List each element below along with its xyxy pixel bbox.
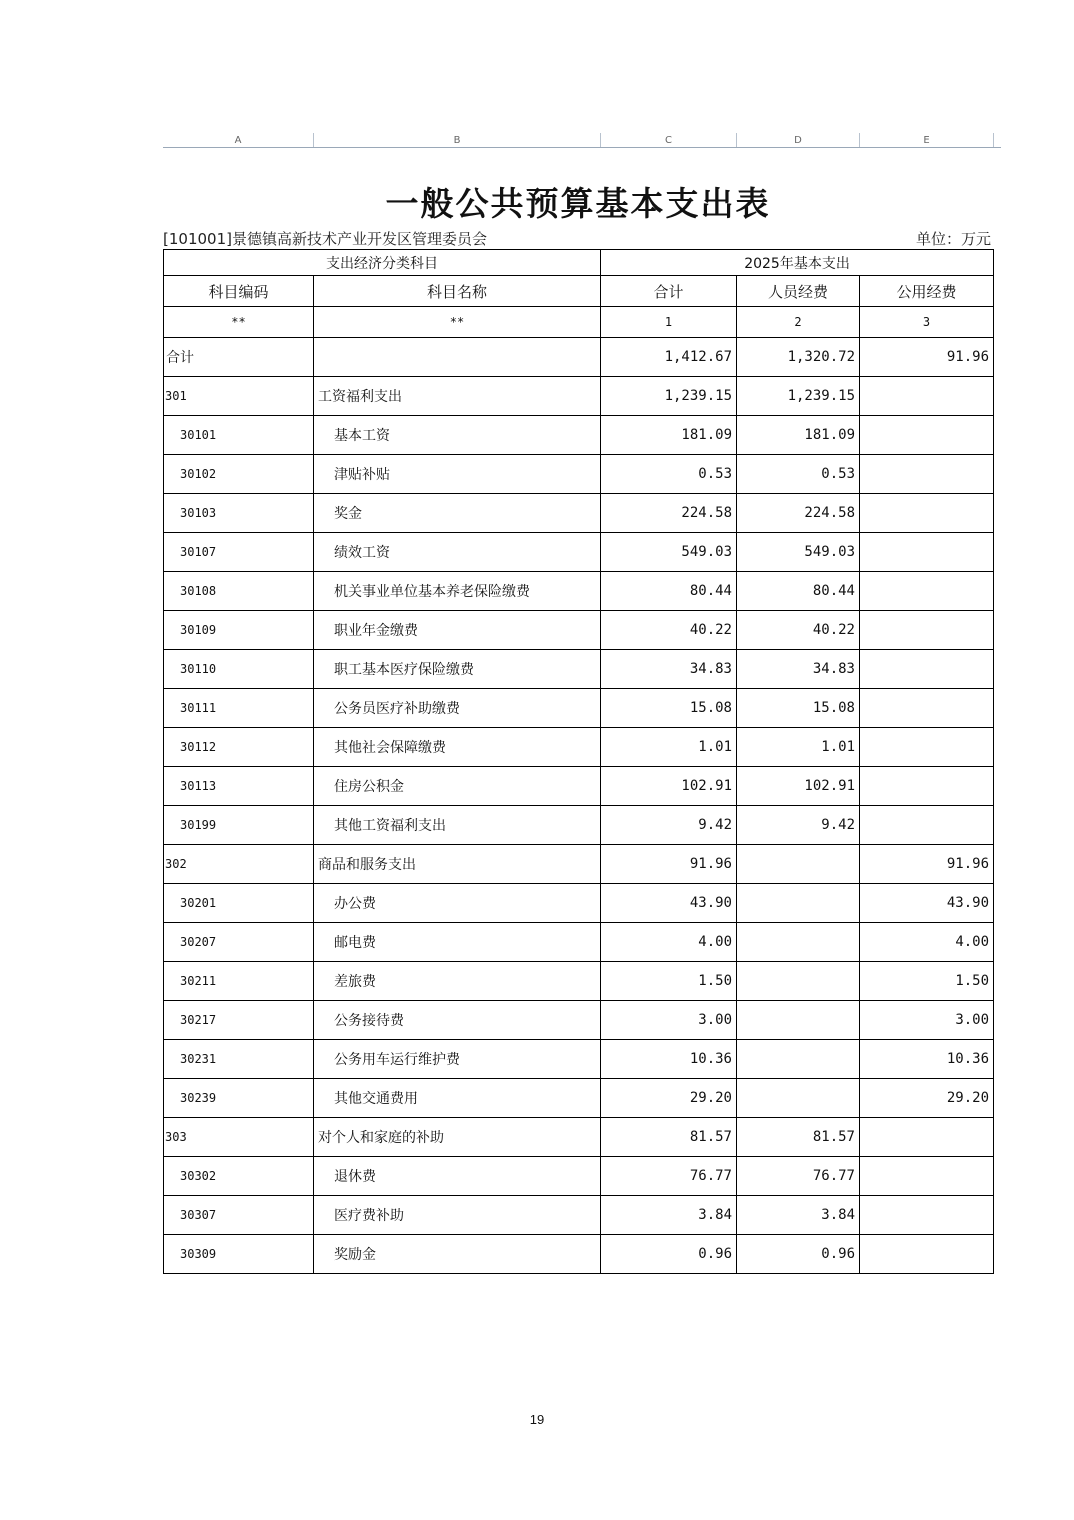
subject-code-cell: 30101 <box>164 416 314 455</box>
total-cell: 549.03 <box>601 533 737 572</box>
subject-code-cell: 30199 <box>164 806 314 845</box>
table-row-category <box>164 1118 994 1157</box>
subject-code-cell: 30207 <box>164 923 314 962</box>
personnel-cell <box>737 845 860 884</box>
organization-label: [101001]景德镇高新技术产业开发区管理委员会 <box>163 230 487 248</box>
spreadsheet-column-header-strip <box>163 133 1001 148</box>
personnel-cell: 549.03 <box>737 533 860 572</box>
header-personnel-expense: 人员经费 <box>737 276 860 307</box>
personnel-cell <box>737 962 860 1001</box>
public-cell: 1.50 <box>860 962 994 1001</box>
subject-name-cell: 机关事业单位基本养老保险缴费 <box>314 572 601 611</box>
budget-table <box>163 249 994 1274</box>
personnel-cell <box>737 884 860 923</box>
subject-code-cell: 30211 <box>164 962 314 1001</box>
personnel-cell: 40.22 <box>737 611 860 650</box>
personnel-cell: 15.08 <box>737 689 860 728</box>
public-cell <box>860 689 994 728</box>
public-cell <box>860 572 994 611</box>
subject-name-cell: 职业年金缴费 <box>314 611 601 650</box>
total-cell: 224.58 <box>601 494 737 533</box>
table-row <box>164 650 994 689</box>
index-total: 1 <box>601 307 737 338</box>
subject-code-cell: 30110 <box>164 650 314 689</box>
total-cell: 4.00 <box>601 923 737 962</box>
total-cell: 3.84 <box>601 1196 737 1235</box>
sheet-column-letter: B <box>453 135 461 146</box>
public-cell <box>860 611 994 650</box>
public-cell <box>860 1118 994 1157</box>
public-cell: 10.36 <box>860 1040 994 1079</box>
subject-name-cell: 差旅费 <box>314 962 601 1001</box>
header-public-expense: 公用经费 <box>860 276 994 307</box>
public-cell <box>860 767 994 806</box>
table-row <box>164 1157 994 1196</box>
public-cell: 3.00 <box>860 1001 994 1040</box>
total-cell: 34.83 <box>601 650 737 689</box>
total-cell: 43.90 <box>601 884 737 923</box>
header-total: 合计 <box>601 276 737 307</box>
subject-code-cell: 302 <box>164 845 314 884</box>
table-row <box>164 1235 994 1274</box>
column-separator <box>993 133 994 147</box>
total-cell: 0.53 <box>601 455 737 494</box>
index-name: ** <box>314 307 601 338</box>
table-row <box>164 1040 994 1079</box>
public-cell: 43.90 <box>860 884 994 923</box>
subject-code-cell: 30217 <box>164 1001 314 1040</box>
header-2025-basic-expenditure: 2025年基本支出 <box>601 250 994 276</box>
personnel-cell: 34.83 <box>737 650 860 689</box>
subject-name-cell: 工资福利支出 <box>314 377 601 416</box>
personnel-cell: 0.53 <box>737 455 860 494</box>
personnel-cell: 102.91 <box>737 767 860 806</box>
personnel-cell: 81.57 <box>737 1118 860 1157</box>
subject-name-cell: 办公费 <box>314 884 601 923</box>
personnel-cell: 76.77 <box>737 1157 860 1196</box>
subject-code-cell: 301 <box>164 377 314 416</box>
table-row <box>164 806 994 845</box>
table-row <box>164 767 994 806</box>
subject-name-cell: 住房公积金 <box>314 767 601 806</box>
subject-name-cell: 其他社会保障缴费 <box>314 728 601 767</box>
table-row <box>164 689 994 728</box>
subject-name-cell: 医疗费补助 <box>314 1196 601 1235</box>
public-cell: 4.00 <box>860 923 994 962</box>
table-row <box>164 494 994 533</box>
table-row <box>164 416 994 455</box>
personnel-cell: 1,239.15 <box>737 377 860 416</box>
personnel-cell <box>737 1001 860 1040</box>
total-name-cell <box>314 338 601 377</box>
total-cell: 10.36 <box>601 1040 737 1079</box>
header-column-row <box>164 276 994 307</box>
public-cell <box>860 377 994 416</box>
personnel-cell: 181.09 <box>737 416 860 455</box>
subject-code-cell: 30113 <box>164 767 314 806</box>
subject-code-cell: 30307 <box>164 1196 314 1235</box>
public-cell <box>860 455 994 494</box>
subject-code-cell: 30103 <box>164 494 314 533</box>
total-cell: 15.08 <box>601 689 737 728</box>
personnel-cell: 9.42 <box>737 806 860 845</box>
subject-name-cell: 基本工资 <box>314 416 601 455</box>
subject-name-cell: 邮电费 <box>314 923 601 962</box>
total-cell: 1.01 <box>601 728 737 767</box>
public-cell <box>860 728 994 767</box>
subject-code-cell: 303 <box>164 1118 314 1157</box>
table-row <box>164 884 994 923</box>
sheet-column-letter: E <box>923 135 930 146</box>
table-row <box>164 1196 994 1235</box>
total-cell: 1,239.15 <box>601 377 737 416</box>
total-cell: 0.96 <box>601 1235 737 1274</box>
sheet-column-letter: C <box>665 135 672 146</box>
subject-code-cell: 30108 <box>164 572 314 611</box>
total-cell: 76.77 <box>601 1157 737 1196</box>
subject-code-cell: 30111 <box>164 689 314 728</box>
subject-code-cell: 30309 <box>164 1235 314 1274</box>
subject-code-cell: 30201 <box>164 884 314 923</box>
sheet-column-letter: D <box>794 135 802 146</box>
public-cell: 29.20 <box>860 1079 994 1118</box>
header-subject-name: 科目名称 <box>314 276 601 307</box>
subject-name-cell: 对个人和家庭的补助 <box>314 1118 601 1157</box>
table-row-category <box>164 377 994 416</box>
total-cell: 1.50 <box>601 962 737 1001</box>
header-index-row <box>164 307 994 338</box>
subject-code-cell: 30239 <box>164 1079 314 1118</box>
index-public: 3 <box>860 307 994 338</box>
subject-code-cell: 30107 <box>164 533 314 572</box>
subject-code-cell: 30112 <box>164 728 314 767</box>
subject-name-cell: 其他工资福利支出 <box>314 806 601 845</box>
table-row <box>164 611 994 650</box>
personnel-cell <box>737 1040 860 1079</box>
total-cell: 102.91 <box>601 767 737 806</box>
table-row <box>164 1001 994 1040</box>
public-cell: 91.96 <box>860 845 994 884</box>
total-personnel: 1,320.72 <box>737 338 860 377</box>
personnel-cell: 1.01 <box>737 728 860 767</box>
public-cell <box>860 650 994 689</box>
personnel-cell: 3.84 <box>737 1196 860 1235</box>
total-label: 合计 <box>164 338 314 377</box>
subject-code-cell: 30102 <box>164 455 314 494</box>
public-cell <box>860 1235 994 1274</box>
total-sum: 1,412.67 <box>601 338 737 377</box>
subject-name-cell: 津贴补贴 <box>314 455 601 494</box>
public-cell <box>860 416 994 455</box>
header-subject-code: 科目编码 <box>164 276 314 307</box>
public-cell <box>860 1157 994 1196</box>
index-personnel: 2 <box>737 307 860 338</box>
total-cell: 40.22 <box>601 611 737 650</box>
header-group-row <box>164 250 994 276</box>
subject-name-cell: 绩效工资 <box>314 533 601 572</box>
subject-name-cell: 公务接待费 <box>314 1001 601 1040</box>
table-row <box>164 455 994 494</box>
subject-name-cell: 商品和服务支出 <box>314 845 601 884</box>
table-row <box>164 923 994 962</box>
subject-name-cell: 奖金 <box>314 494 601 533</box>
subject-name-cell: 公务用车运行维护费 <box>314 1040 601 1079</box>
table-row <box>164 728 994 767</box>
personnel-cell: 80.44 <box>737 572 860 611</box>
total-cell: 29.20 <box>601 1079 737 1118</box>
subject-name-cell: 退休费 <box>314 1157 601 1196</box>
personnel-cell: 0.96 <box>737 1235 860 1274</box>
table-row <box>164 572 994 611</box>
total-cell: 81.57 <box>601 1118 737 1157</box>
sheet-column-letter: A <box>234 135 242 146</box>
subject-name-cell: 奖励金 <box>314 1235 601 1274</box>
personnel-cell <box>737 1079 860 1118</box>
unit-label: 单位：万元 <box>915 230 991 248</box>
total-cell: 80.44 <box>601 572 737 611</box>
public-cell <box>860 533 994 572</box>
personnel-cell <box>737 923 860 962</box>
total-cell: 181.09 <box>601 416 737 455</box>
page-number: 19 <box>529 1412 545 1427</box>
total-cell: 9.42 <box>601 806 737 845</box>
total-public: 91.96 <box>860 338 994 377</box>
subject-name-cell: 公务员医疗补助缴费 <box>314 689 601 728</box>
subject-name-cell: 职工基本医疗保险缴费 <box>314 650 601 689</box>
total-row <box>164 338 994 377</box>
total-cell: 91.96 <box>601 845 737 884</box>
subject-code-cell: 30231 <box>164 1040 314 1079</box>
header-economic-classification: 支出经济分类科目 <box>164 250 601 276</box>
table-row <box>164 1079 994 1118</box>
public-cell <box>860 494 994 533</box>
index-code: ** <box>164 307 314 338</box>
subject-name-cell: 其他交通费用 <box>314 1079 601 1118</box>
table-row <box>164 962 994 1001</box>
personnel-cell: 224.58 <box>737 494 860 533</box>
total-cell: 3.00 <box>601 1001 737 1040</box>
table-row <box>164 533 994 572</box>
subject-code-cell: 30302 <box>164 1157 314 1196</box>
subject-code-cell: 30109 <box>164 611 314 650</box>
table-row-category <box>164 845 994 884</box>
public-cell <box>860 1196 994 1235</box>
document-title: 一般公共预算基本支出表 <box>385 184 771 223</box>
public-cell <box>860 806 994 845</box>
